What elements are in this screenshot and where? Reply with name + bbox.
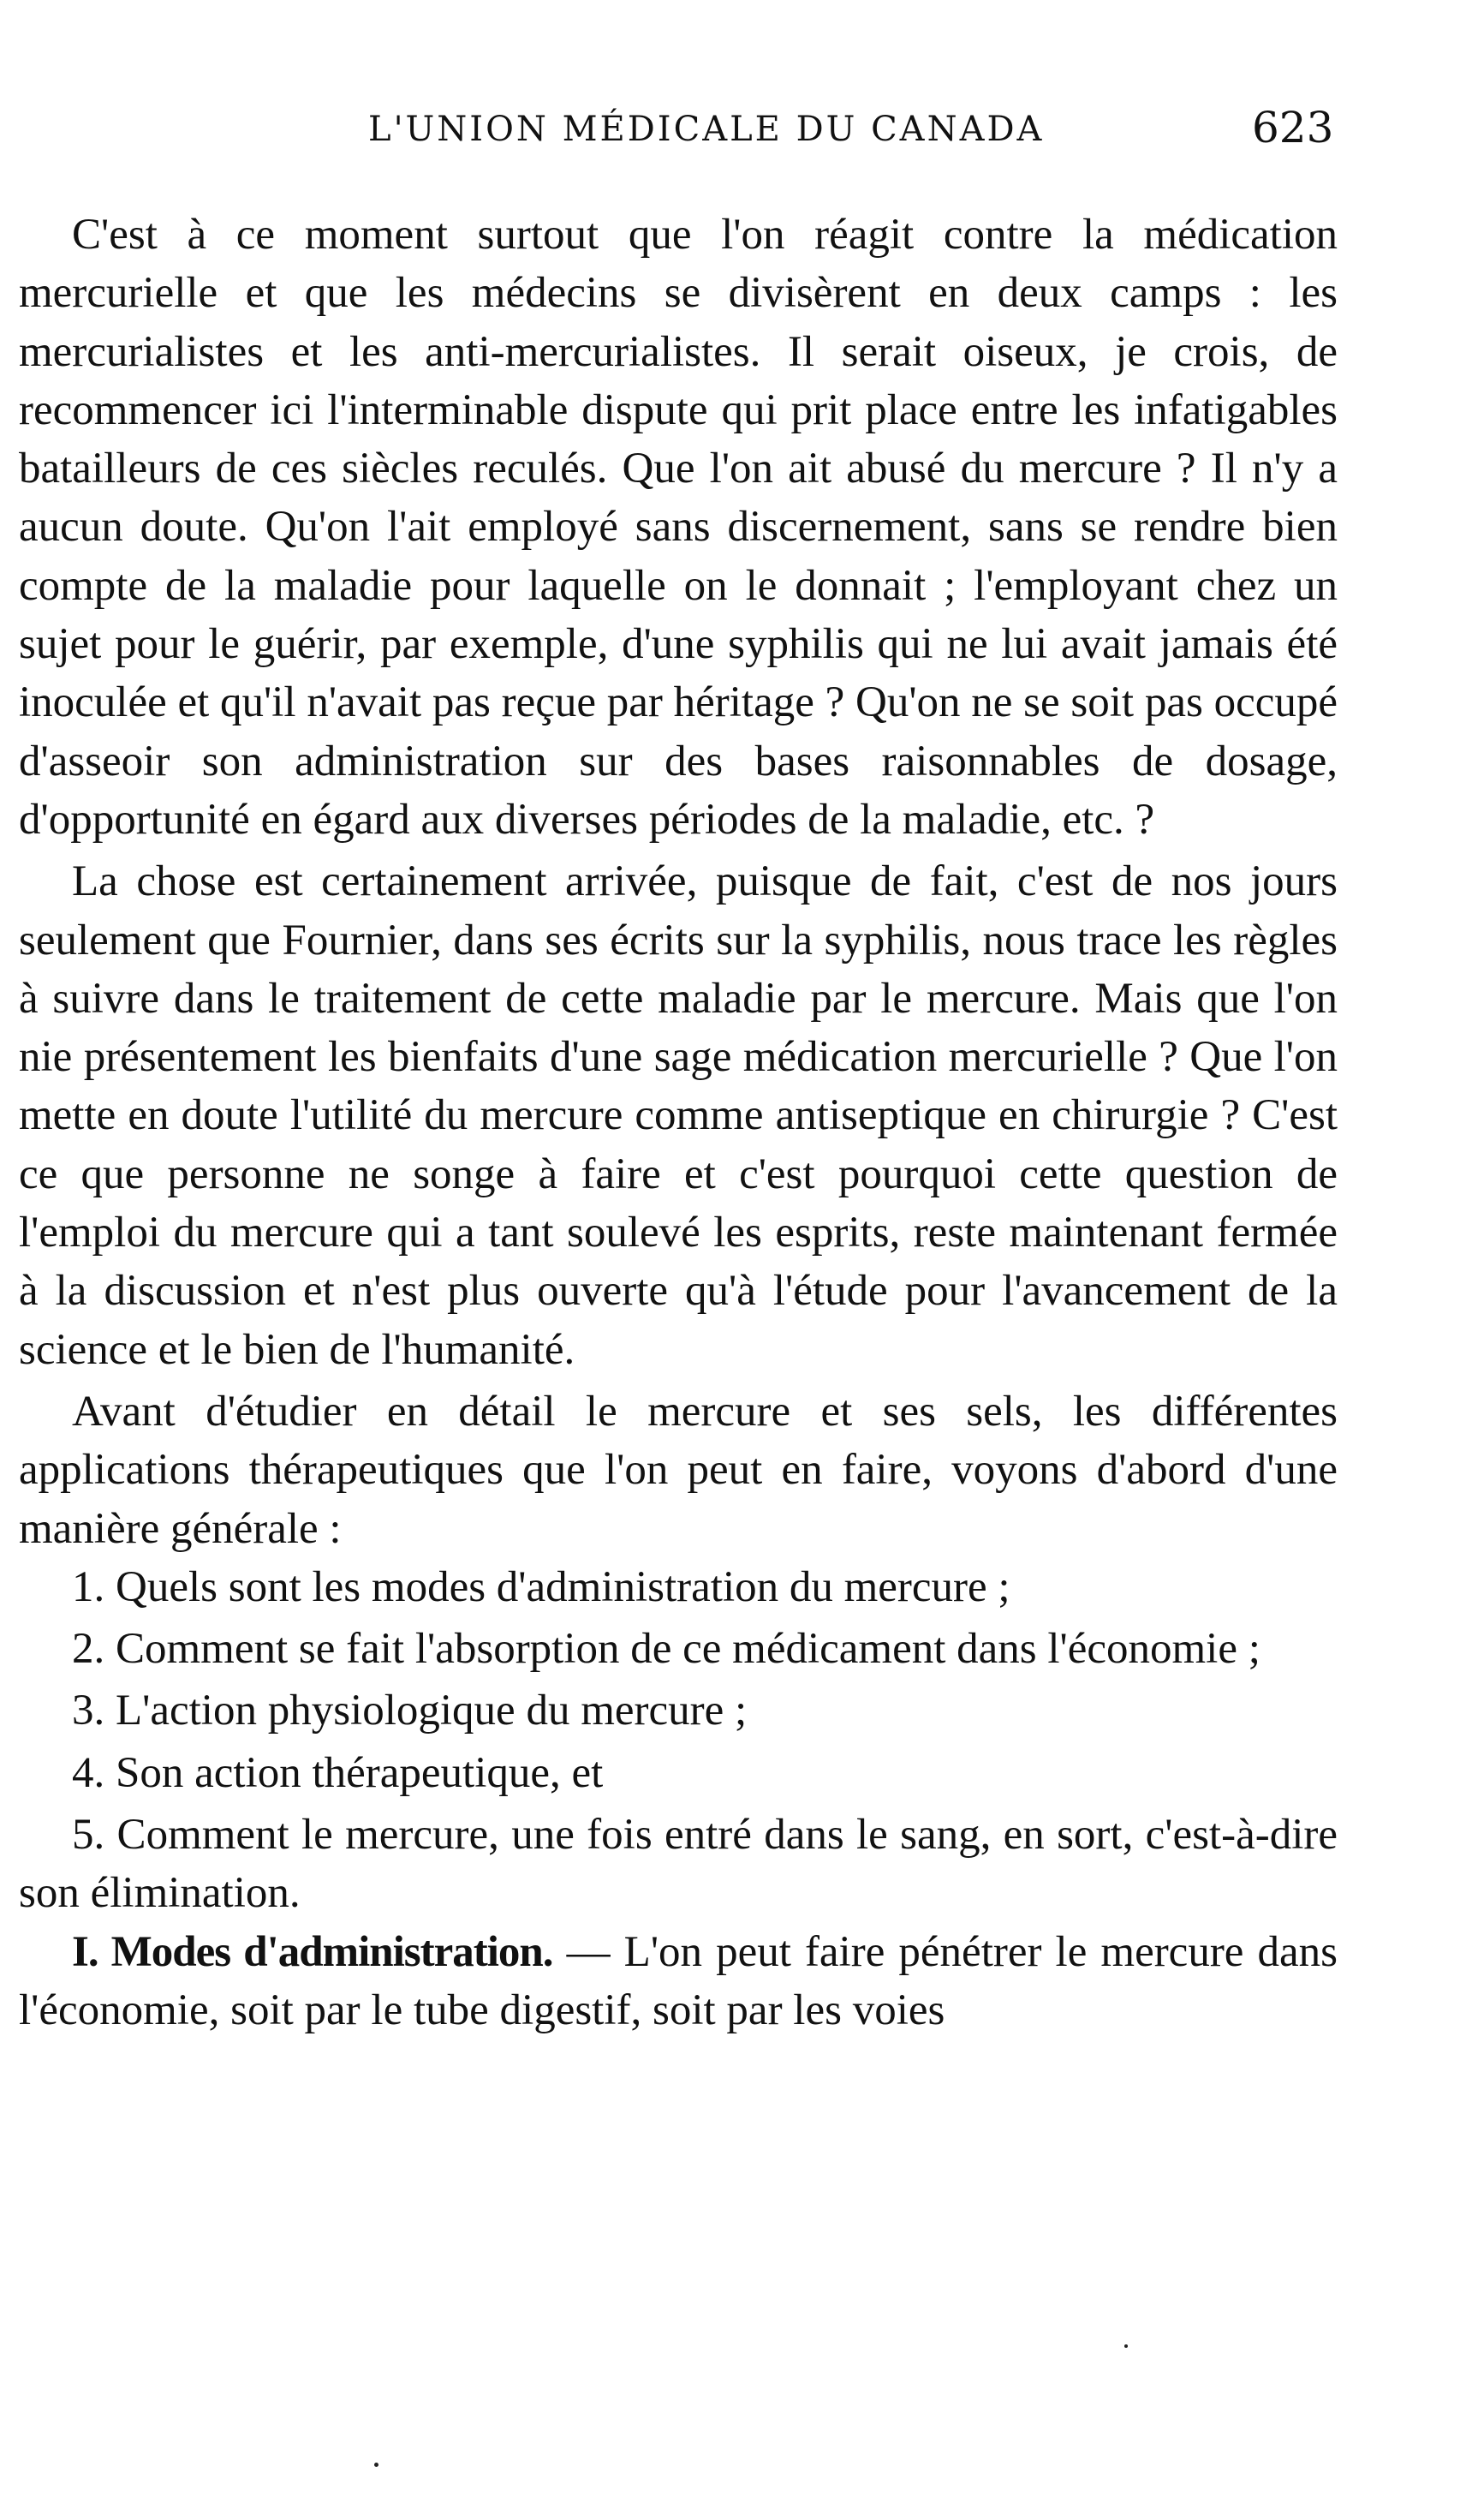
section-paragraph bbox=[19, 1923, 1338, 2040]
paragraph-3: Avant d'étudier en détail le mercure et ses sels, les différentes applications thérapeutiques que l'on peut en faire, voyons d'abord d'une manière générale : bbox=[19, 1387, 1338, 1553]
section-title: I. Modes d'administration. bbox=[72, 1927, 553, 1976]
list-item-4: 4. Son action thérapeutique, et bbox=[72, 1748, 604, 1797]
section-text: — L'on peut faire pénétrer le mercure dans l'économie, soit par le tube digestif, soit par les voies bbox=[19, 1927, 1338, 2034]
paragraph-1: C'est à ce moment surtout que l'on réagit contre la médication mercurielle et que les médecins se divisèrent en deux camps : les mercurialistes et les anti-mercurialistes. Il serait oiseux, je crois, de recommencer ici l'interminable dispute qui prit place entre les infatigables batailleurs de ces siècles reculés. Que l'on ait abusé du mercure ? Il n'y a aucun doute. Qu'on l'ait employé sans discernement, sans se rendre bien compte de la maladie pour laquelle on le donnait ; l'employant chez un sujet pour le guérir, par exemple, d'une syphilis qui ne lui avait jamais été inoculée et qu'il n'avait pas reçue par héritage ? Qu'on ne se soit pas occupé d'asseoir son administration sur des bases raisonnables de dosage, d'opportunité en égard aux diverses périodes de la maladie, etc. ? bbox=[19, 211, 1338, 844]
list-item-3: 3. L'action physiologique du mercure ; bbox=[72, 1687, 748, 1735]
print-speck bbox=[1124, 2344, 1128, 2348]
body-text bbox=[19, 206, 1338, 2039]
running-title: L'UNION MÉDICALE DU CANADA bbox=[368, 110, 1045, 149]
enumerated-list bbox=[19, 1558, 1338, 1923]
print-speck bbox=[374, 2463, 378, 2467]
list-item-5: 5. Comment le mercure, une fois entré dans le sang, en sort, c'est-à-dire son élimination. bbox=[19, 1811, 1338, 1918]
list-item-1: 1. Quels sont les modes d'administration du mercure ; bbox=[72, 1562, 1010, 1611]
list-item-2: 2. Comment se fait l'absorption de ce médicament dans l'économie ; bbox=[72, 1625, 1261, 1674]
page-number: 623 bbox=[1252, 103, 1334, 152]
paragraph-2: La chose est certainement arrivée, puisque de fait, c'est de nos jours seulement que Fournier, dans ses écrits sur la syphilis, nous trace les règles à suivre dans le traitement de cette maladie par le mercure. Mais que l'on nie présentement les bienfaits d'une sage médication mercurielle ? Que l'on mette en doute l'utilité du mercure comme antiseptique en chirurgie ? C'est ce que personne ne songe à faire et c'est pourquoi cette question de l'emploi du mercure qui a tant soulevé les esprits, reste maintenant fermée à la discussion et n'est plus ouverte qu'à l'étude pour l'avancement de la science et le bien de l'humanité. bbox=[19, 857, 1338, 1374]
